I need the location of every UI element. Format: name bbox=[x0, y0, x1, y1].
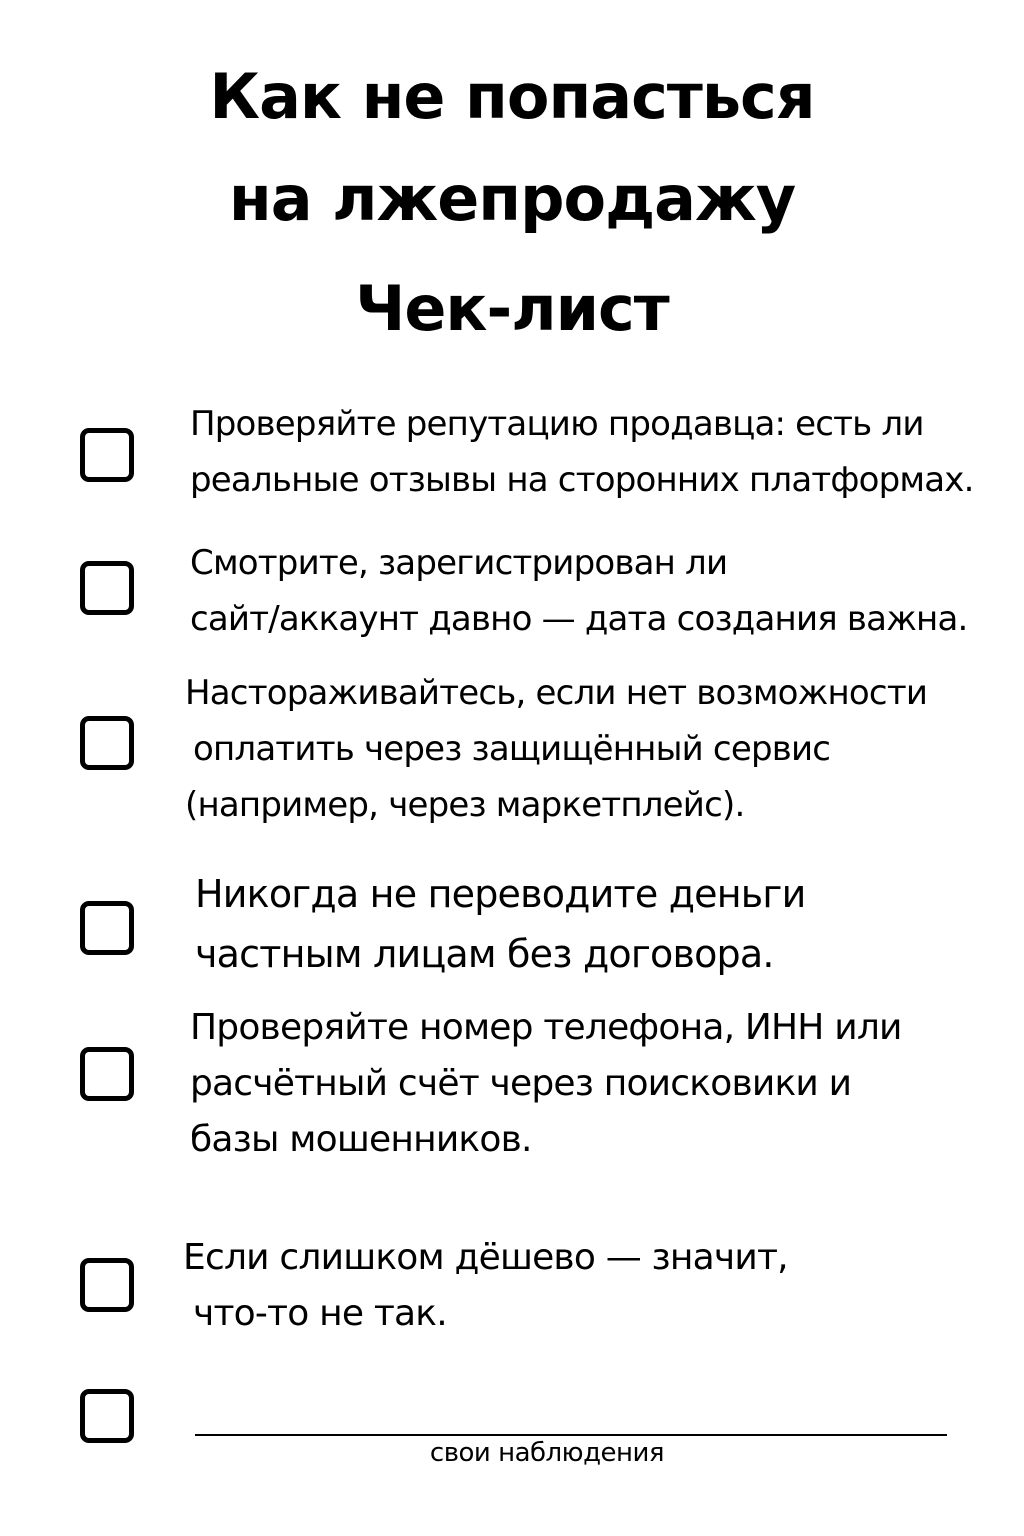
checklist-item-3-line-1: Настораживайтесь, если нет возможности bbox=[185, 673, 928, 713]
checklist-item-4-line-1: Никогда не переводите деньги bbox=[195, 872, 806, 916]
title-line-1: Как не попасться bbox=[209, 60, 815, 133]
checkbox-item-2[interactable] bbox=[80, 561, 134, 615]
checklist-item-2-text bbox=[190, 535, 968, 647]
checklist-item-6-text bbox=[183, 1230, 788, 1342]
checklist-item-4-line-2: частным лицам без договора. bbox=[195, 932, 774, 976]
checklist-item-6-line-1: Если слишком дёшево — значит, bbox=[183, 1237, 788, 1278]
checklist-item-1-line-1: Проверяйте репутацию продавца: есть ли bbox=[190, 404, 924, 444]
checkbox-item-5[interactable] bbox=[80, 1047, 134, 1101]
checklist-item-3-text bbox=[185, 665, 927, 833]
subtitle-checklist: Чек-лист bbox=[355, 272, 669, 345]
checklist-item-6-line-2: что-то не так. bbox=[193, 1293, 447, 1334]
checklist-item-3-line-3: (например, через маркетплейс). bbox=[185, 785, 745, 825]
checklist-item-5-line-2: расчётный счёт через поисковики и bbox=[190, 1063, 852, 1104]
checkbox-item-6[interactable] bbox=[80, 1258, 134, 1312]
checkbox-item-3[interactable] bbox=[80, 716, 134, 770]
checklist-item-5-line-1: Проверяйте номер телефона, ИНН или bbox=[190, 1007, 902, 1048]
checkbox-item-4[interactable] bbox=[80, 901, 134, 955]
checklist-item-1-line-2: реальные отзывы на сторонних платформах. bbox=[190, 460, 974, 500]
checkbox-item-1[interactable] bbox=[80, 428, 134, 482]
checklist-item-4-text bbox=[195, 864, 805, 984]
own-note-caption: свои наблюдения bbox=[429, 1438, 665, 1468]
checklist-item-5-text bbox=[190, 1000, 902, 1168]
checklist-item-5-line-3: базы мошенников. bbox=[190, 1119, 532, 1160]
own-note-field[interactable] bbox=[195, 1392, 947, 1432]
checklist-item-3-line-2: оплатить через защищённый сервис bbox=[193, 729, 831, 769]
title-line-2: на лжепродажу bbox=[228, 162, 796, 235]
checklist-item-2-line-2: сайт/аккаунт давно — дата создания важна. bbox=[190, 599, 968, 639]
checklist-item-1-text bbox=[190, 396, 974, 508]
checklist-item-2-line-1: Смотрите, зарегистрирован ли bbox=[190, 543, 728, 583]
